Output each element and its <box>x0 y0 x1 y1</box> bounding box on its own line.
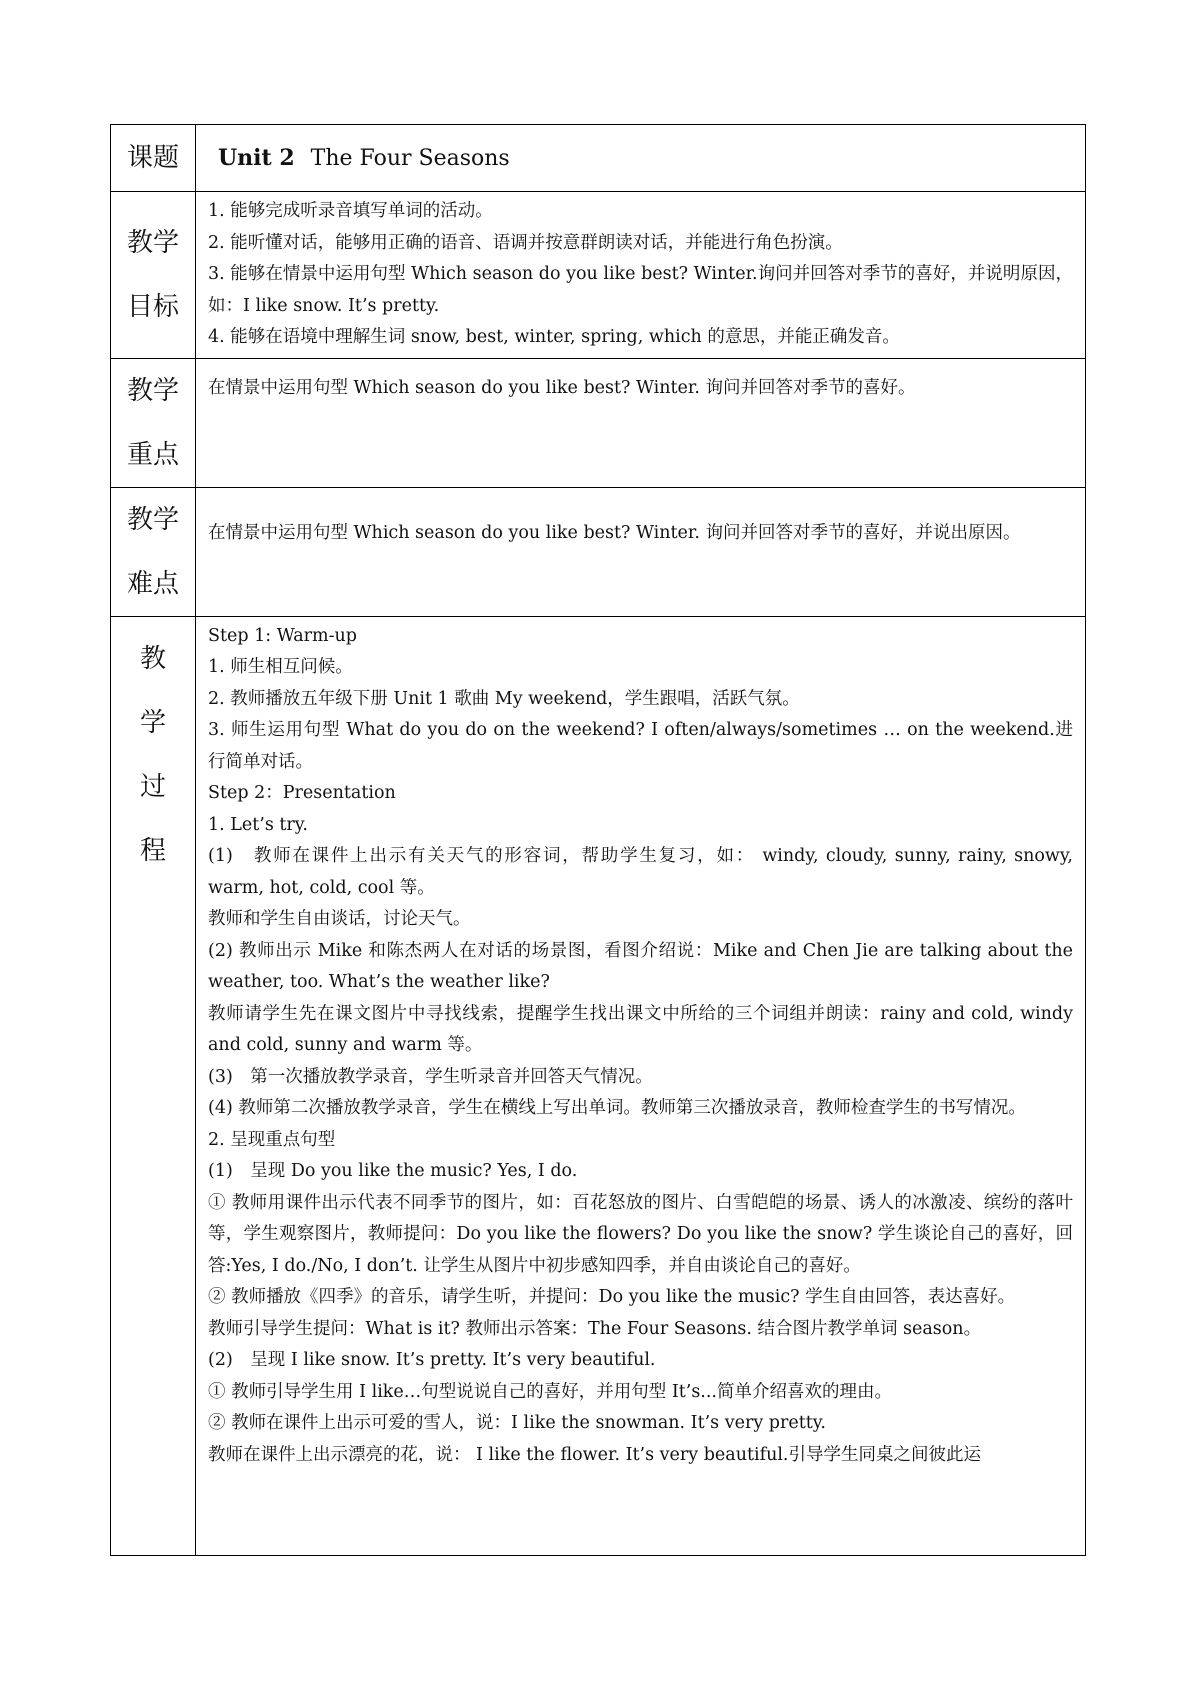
process-line: 2. 教师播放五年级下册 Unit 1 歌曲 My weekend，学生跟唱，活跃气氛。 <box>208 688 800 709</box>
process-line: (2) 教师出示 Mike 和陈杰两人在对话的场景图，看图介绍说：Mike and Chen Jie are talking about the weather, too. What’s the weather like? <box>208 940 1073 992</box>
key-points-row <box>111 358 1086 487</box>
title-row <box>111 125 1086 192</box>
goals-content-cell <box>196 192 1086 359</box>
process-label-char: 学 <box>139 707 166 738</box>
difficulties-content-cell <box>196 487 1086 616</box>
key-points-label-line-2: 重点 <box>126 439 179 470</box>
process-line: (1) 教师在课件上出示有关天气的形容词，帮助学生复习，如： windy, cloudy, sunny, rainy, snowy, warm, hot, cold, cool 等。 <box>208 846 1073 898</box>
unit-number: Unit 2 <box>218 145 295 171</box>
process-label-char: 教 <box>139 643 166 674</box>
process-line: (2) 呈现 I like snow. It’s pretty. It’s very beautiful. <box>208 1350 656 1370</box>
difficulties-label-line-2: 难点 <box>126 568 179 599</box>
key-points-content-cell <box>196 358 1086 487</box>
process-label-char: 过 <box>139 771 166 802</box>
key-points-text: 在情景中运用句型 Which season do you like best? Winter. 询问并回答对季节的喜好。 <box>208 377 916 398</box>
process-row <box>111 616 1086 1555</box>
lesson-title <box>196 145 1085 171</box>
title-label: 课题 <box>126 143 179 173</box>
title-label-cell <box>111 125 196 192</box>
process-line: 1. Let’s try. <box>208 814 308 835</box>
goal-item: 2. 能听懂对话，能够用正确的语音、语调并按意群朗读对话，并能进行角色扮演。 <box>208 232 843 253</box>
process-line: 3. 师生运用句型 What do you do on the weekend? I often/always/sometimes … on the weekend.进行简单对话。 <box>208 720 1073 772</box>
goals-label-cell <box>111 192 196 359</box>
goals-list <box>196 192 1085 358</box>
process-line: 教师和学生自由谈话，讨论天气。 <box>208 909 471 929</box>
goal-item: 3. 能够在情景中运用句型 Which season do you like best? Winter.询问并回答对季节的喜好，并说明原因，如：I like snow. It’s pretty. <box>208 264 1073 316</box>
goals-label-line-1: 教学 <box>126 227 179 258</box>
goal-item: 4. 能够在语境中理解生词 snow, best, winter, spring, which 的意思，并能正确发音。 <box>208 327 900 347</box>
difficulties-label-line-1: 教学 <box>126 504 179 535</box>
process-line: (3) 第一次播放教学录音，学生听录音并回答天气情况。 <box>208 1066 653 1087</box>
process-line: Step 2：Presentation <box>208 783 396 803</box>
process-line: 教师在课件上出示漂亮的花，说： I like the flower. It’s very beautiful.引导学生同桌之间彼此运 <box>208 1444 981 1465</box>
process-content-cell <box>196 616 1086 1555</box>
process-line: ② 教师在课件上出示可爱的雪人，说：I like the snowman. It’s very pretty. <box>208 1413 826 1433</box>
process-line: (4) 教师第二次播放教学录音，学生在横线上写出单词。教师第三次播放录音，教师检查学生的书写情况。 <box>208 1098 1026 1118</box>
goals-label-line-2: 目标 <box>126 291 179 322</box>
process-line: ① 教师用课件出示代表不同季节的图片，如：百花怒放的图片、白雪皑皑的场景、诱人的冰激凌、缤纷的落叶等，学生观察图片，教师提问：Do you like the flowers? Do you like the snow? 学生谈论自己的喜好，回答:Yes, I do./No, I don’t. 让学生从图片中初步感知四季，并自由谈论自己的喜好。 <box>208 1192 1073 1276</box>
process-label-cell <box>111 616 196 1555</box>
process-line: 1. 师生相互问候。 <box>208 657 353 677</box>
process-steps <box>196 617 1085 1476</box>
process-label <box>111 617 195 883</box>
process-line: 教师引导学生提问：What is it? 教师出示答案：The Four Seasons. 结合图片教学单词 season。 <box>208 1318 982 1339</box>
unit-name: The Four Seasons <box>310 146 510 171</box>
process-line: Step 1: Warm-up <box>208 625 357 646</box>
difficulties-row <box>111 487 1086 616</box>
process-line: 2. 呈现重点句型 <box>208 1129 336 1150</box>
process-line: ① 教师引导学生用 I like…句型说说自己的喜好，并用句型 It’s...简单介绍喜欢的理由。 <box>208 1381 892 1402</box>
process-label-char: 程 <box>139 835 166 866</box>
key-points-label-line-1: 教学 <box>126 375 179 406</box>
goals-row <box>111 192 1086 359</box>
lesson-plan-table <box>110 124 1086 1556</box>
process-line: 教师请学生先在课文图片中寻找线索，提醒学生找出课文中所给的三个词组并朗读：rainy and cold, windy and cold, sunny and warm 等。 <box>208 1003 1073 1055</box>
title-content-cell <box>196 125 1086 192</box>
process-line: ② 教师播放《四季》的音乐，请学生听，并提问：Do you like the music? 学生自由回答，表达喜好。 <box>208 1287 1016 1307</box>
difficulties-text: 在情景中运用句型 Which season do you like best? Winter. 询问并回答对季节的喜好，并说出原因。 <box>208 522 1021 543</box>
process-line: (1) 呈现 Do you like the music? Yes, I do. <box>208 1161 578 1181</box>
goal-item: 1. 能够完成听录音填写单词的活动。 <box>208 201 493 221</box>
difficulties-label-cell <box>111 487 196 616</box>
key-points-label-cell <box>111 358 196 487</box>
